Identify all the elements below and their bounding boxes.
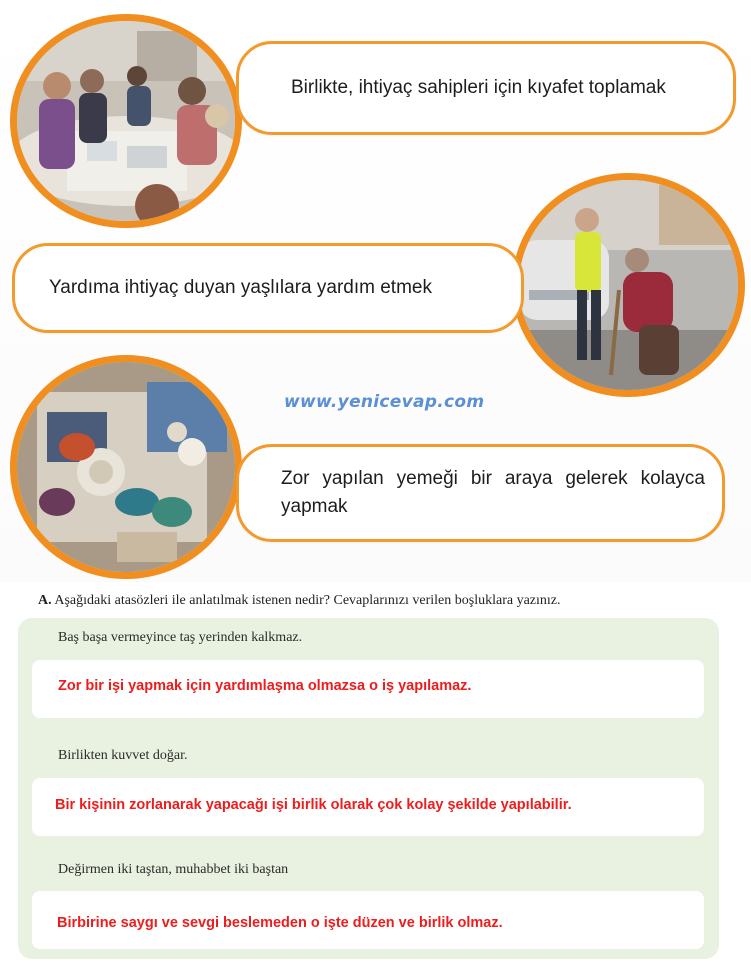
officer-helping-elderly-woman-photo — [512, 173, 745, 397]
answer-3: Birbirine saygı ve sevgi beslemeden o işte düzen ve birlik olmaz. — [57, 915, 503, 931]
activity-text-food: Zor yapılan yemeği bir araya gelerek kolayca yapmak — [281, 468, 705, 517]
activity-bubble-food — [236, 444, 725, 542]
proverb-2: Birlikten kuvvet doğar. — [58, 748, 188, 763]
activity-text-clothes: Birlikte, ihtiyaç sahipleri için kıyafet toplamak — [291, 77, 666, 98]
people-sorting-clothes-photo — [10, 14, 242, 228]
answer-1: Zor bir işi yapmak için yardımlaşma olmazsa o iş yapılamaz. — [58, 678, 472, 694]
activity-bubble-elderly — [12, 243, 524, 333]
proverb-3: Değirmen iki taştan, muhabbet iki baştan — [58, 862, 289, 877]
section-a-question — [38, 593, 561, 609]
section-a-label: A. — [38, 593, 52, 608]
activity-bubble-clothes — [236, 41, 736, 135]
proverb-1: Baş başa vermeyince taş yerinden kalkmaz. — [58, 630, 303, 645]
site-watermark: www.yenicevap.com — [284, 392, 485, 412]
section-a-instruction: Aşağıdaki atasözleri ile anlatılmak istenen nedir? Cevaplarınızı verilen boşluklara yazınız. — [54, 593, 561, 608]
activity-text-elderly: Yardıma ihtiyaç duyan yaşlılara yardım etmek — [49, 277, 432, 298]
answer-2: Bir kişinin zorlanarak yapacağı işi birlik olarak çok kolay şekilde yapılabilir. — [55, 797, 572, 813]
women-making-food-together-photo — [10, 355, 242, 579]
